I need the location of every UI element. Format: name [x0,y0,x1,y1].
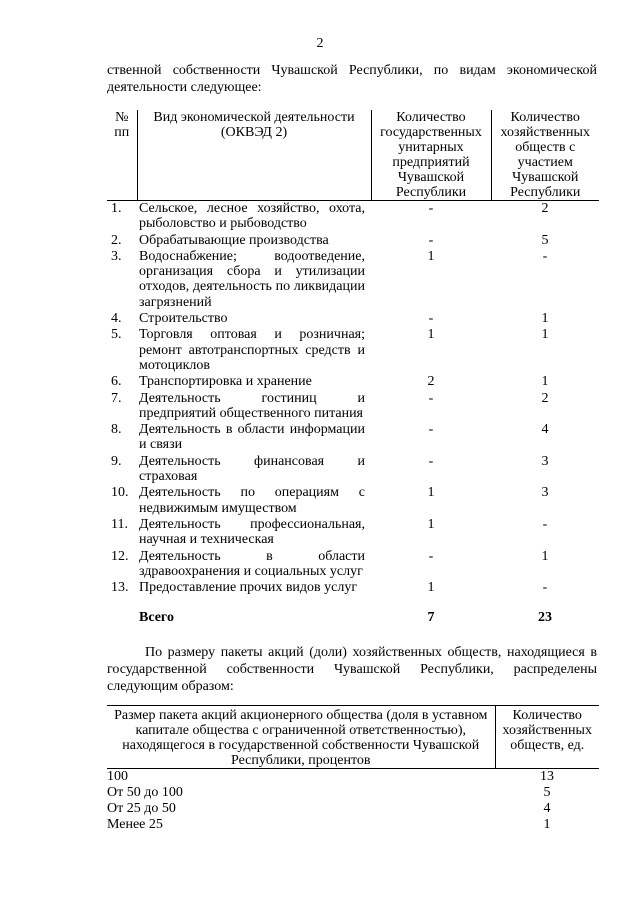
row-activity: Деятельность по операциям с недвижимым имуществом [139,485,365,516]
row-company-count: 5 [543,785,551,800]
activity-table-header [107,110,599,201]
row-ho: 3 [541,453,549,469]
header-number: № пп [107,110,137,201]
page-number: 2 [316,36,324,51]
row-ho: 1 [541,311,549,327]
row-share-size: От 50 до 100 [107,785,183,800]
row-gup: 1 [427,327,435,343]
activity-table [107,110,599,626]
table-row [107,769,599,786]
row-activity: Предоставление прочих видов услуг [139,580,358,596]
row-ho: 3 [541,485,549,501]
shares-table [107,705,599,833]
row-number: 8. [111,422,122,438]
row-activity: Торговля оптовая и розничная; ремонт автотранспортных средств и мотоциклов [139,327,365,373]
table-row [107,422,599,454]
table-row [107,233,599,249]
row-number: 4. [111,311,122,327]
header-company-count: Количество хозяйственных обществ, ед. [495,706,599,769]
header-gup-count: Количество государственных унитарных предприятий Чувашской Республики [371,110,491,201]
row-gup: - [428,548,434,564]
row-gup: 1 [427,485,435,501]
row-number: 10. [111,485,129,501]
header-share-size: Размер пакета акций акционерного общества (доля в уставном капитале общества с ограниченной ответственностью), находящегося в государственной собственности Чувашской Республики, процентов [107,706,495,769]
row-number: 5. [111,327,122,343]
row-ho: - [542,516,548,532]
row-number: 3. [111,248,122,264]
row-gup: 2 [427,374,435,390]
table-row [107,817,599,833]
header-ho-count: Количество хозяйственных обществ с участием Чувашской Республики [491,110,599,201]
table-row [107,311,599,327]
row-number: 1. [111,201,122,216]
table-row [107,327,599,374]
row-number: 6. [111,374,122,390]
table-row [107,801,599,817]
row-activity: Обрабатывающие производства [139,232,329,248]
row-share-size: 100 [107,769,128,784]
row-gup: - [428,390,434,406]
table-row [107,485,599,517]
total-row [107,596,599,625]
row-activity: Деятельность гостиниц и предприятий общественного питания [139,390,365,421]
row-activity: Сельское, лесное хозяйство, охота, рыболовство и рыбоводство [139,201,365,232]
row-ho: 2 [541,201,549,216]
row-gup: - [428,232,434,248]
row-ho: - [542,580,548,596]
row-gup: 1 [427,580,435,596]
row-company-count: 13 [540,769,554,784]
row-number: 2. [111,232,122,248]
table-row [107,549,599,581]
total-label: Всего [139,610,174,626]
row-company-count: 4 [543,801,551,816]
table-row [107,454,599,486]
row-number: 7. [111,390,122,406]
table-row [107,249,599,311]
total-gup: 7 [427,610,435,626]
table-row [107,517,599,549]
row-number: 13. [111,580,129,596]
row-share-size: Менее 25 [107,817,163,832]
row-gup: - [428,453,434,469]
table-row [107,374,599,390]
intro-paragraph: ственной собственности Чувашской Республики, по видам экономической деятельности следующее: [107,63,597,95]
row-share-size: От 25 до 50 [107,801,176,816]
row-gup: - [428,201,434,216]
row-ho: 4 [541,422,549,438]
row-activity: Водоснабжение; водоотведение, организация сбора и утилизации отходов, деятельность по ликвидации загрязнений [139,248,365,310]
table-row [107,785,599,801]
shares-paragraph: По размеру пакеты акций (доли) хозяйственных обществ, находящиеся в государственной собственности Чувашской Республики, распределены следующим образом: [107,645,597,694]
row-gup: 1 [427,248,435,264]
row-number: 9. [111,453,122,469]
row-ho: 2 [541,390,549,406]
row-activity: Деятельность в области здравоохранения и социальных услуг [139,548,365,579]
row-ho: 5 [541,232,549,248]
table-row [107,580,599,596]
header-activity: Вид экономической деятельности (ОКВЭД 2) [137,110,371,201]
row-ho: 1 [541,327,549,343]
row-activity: Деятельность финансовая и страховая [139,453,365,485]
shares-table-header [107,706,599,769]
total-ho: 23 [538,610,552,626]
table-row [107,201,599,233]
row-activity: Деятельность профессиональная, научная и техническая [139,516,365,548]
row-gup: - [428,311,434,327]
row-ho: 1 [541,548,549,564]
row-company-count: 1 [543,817,551,832]
row-gup: - [428,422,434,438]
table-row [107,391,599,423]
row-number: 12. [111,548,129,564]
row-gup: 1 [427,516,435,532]
row-number: 11. [111,516,128,532]
row-ho: - [542,248,548,264]
row-activity: Транспортировка и хранение [139,374,312,390]
row-activity: Строительство [139,311,228,327]
row-ho: 1 [541,374,549,390]
row-activity: Деятельность в области информации и связи [139,422,365,453]
